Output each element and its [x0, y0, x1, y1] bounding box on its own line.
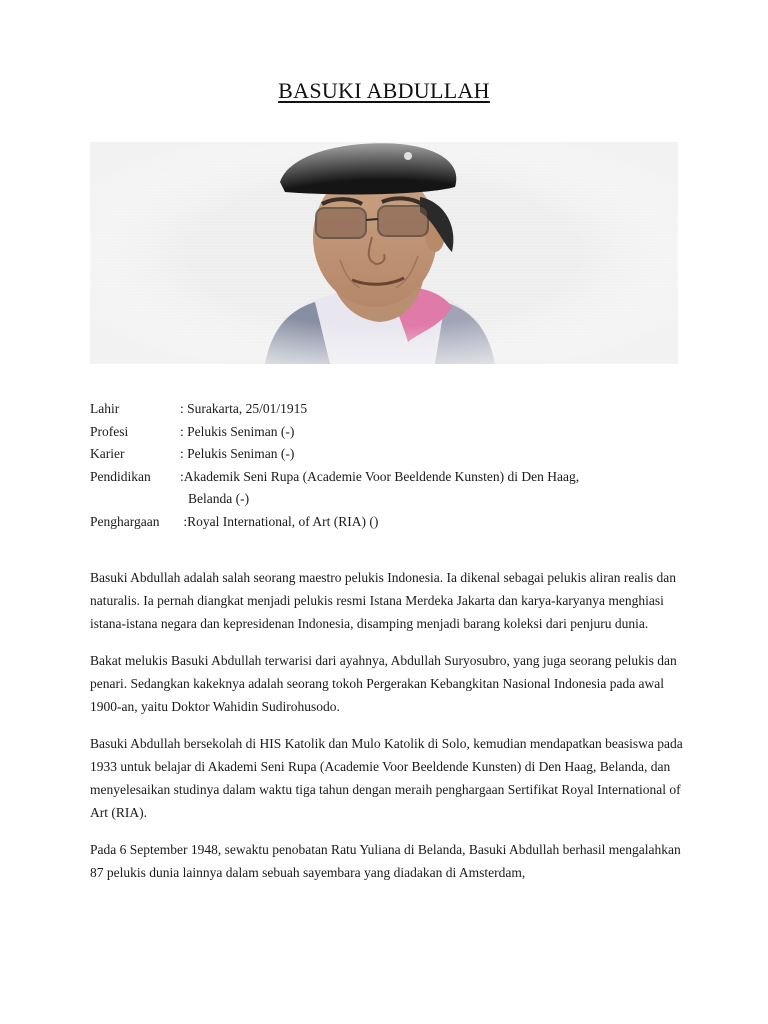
bio-row-karier	[90, 443, 690, 466]
bio-row-profesi	[90, 421, 690, 444]
paragraph: Basuki Abdullah adalah salah seorang maestro pelukis Indonesia. Ia dikenal sebagai pelukis aliran realis dan naturalis. Ia pernah diangkat menjadi pelukis resmi Istana Merdeka Jakarta dan karya-karyanya menghiasi istana-istana negara dan kepresidenan Indonesia, disamping menjadi barang koleksi dari penjuru dunia.	[90, 570, 676, 631]
bio-label: Pendidikan	[90, 468, 151, 484]
paragraph: Basuki Abdullah bersekolah di HIS Katolik dan Mulo Katolik di Solo, kemudian mendapatkan beasiswa pada 1933 untuk belajar di Akademi Seni Rupa (Academie Voor Beeldende Kunsten) di Den Haag, Belanda, dan menyelesaikan studinya dalam waktu tiga tahun dengan meraih penghargaan Sertifikat Royal International of Art (RIA).	[90, 736, 683, 820]
portrait-photo-icon	[90, 142, 678, 364]
bio-label: Profesi	[90, 423, 129, 439]
bio-value: : Pelukis Seniman (-)	[180, 446, 295, 461]
paragraph: Pada 6 September 1948, sewaktu penobatan Ratu Yuliana di Belanda, Basuki Abdullah berhasil mengalahkan 87 pelukis dunia lainnya dalam sebuah sayembara yang diadakan di Amsterdam,	[90, 842, 681, 880]
bio-table	[90, 398, 690, 533]
portrait-photo	[90, 142, 678, 364]
bio-value-line: :Akademik Seni Rupa (Academie Voor Beeldende Kunsten) di Den Haag,	[180, 468, 580, 484]
bio-value	[180, 466, 690, 511]
bio-value: : Pelukis Seniman (-)	[180, 423, 295, 439]
bio-label: Penghargaan	[90, 513, 160, 529]
bio-value-continuation: Belanda (-)	[188, 491, 250, 506]
bio-value: :Royal International, of Art (RIA) ()	[180, 513, 379, 529]
bio-row-pendidikan	[90, 466, 690, 511]
bio-value: : Surakarta, 25/01/1915	[180, 401, 308, 416]
bio-label: Lahir	[90, 401, 120, 416]
paragraph: Bakat melukis Basuki Abdullah terwarisi dari ayahnya, Abdullah Suryosubro, yang juga seorang pelukis dan penari. Sedangkan kakeknya adalah seorang tokoh Pergerakan Kebangkitan Nasional Indonesia pada awal 1900-an, yaitu Doktor Wahidin Sudirohusodo.	[90, 653, 677, 714]
body-text	[90, 566, 690, 898]
bio-row-lahir	[90, 398, 690, 421]
page-title: BASUKI ABDULLAH	[278, 78, 490, 103]
bio-label: Karier	[90, 446, 125, 461]
bio-row-penghargaan	[90, 511, 690, 534]
